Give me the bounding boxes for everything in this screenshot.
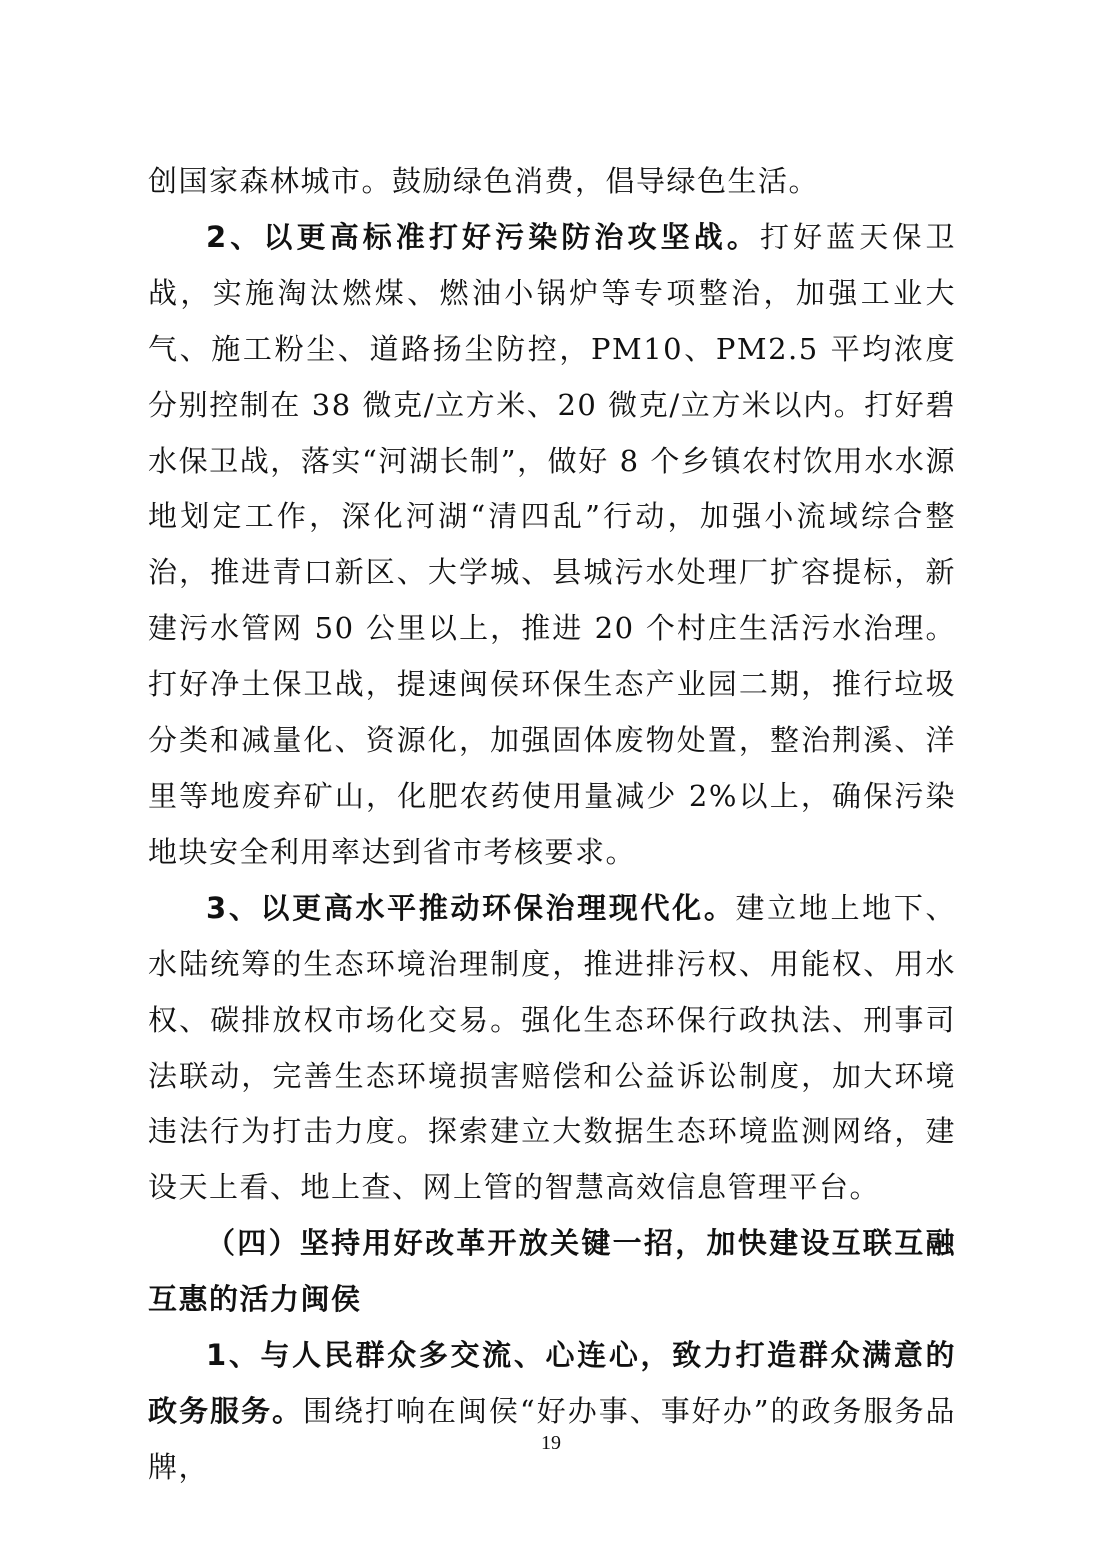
paragraph-text: 打好蓝天保卫战，实施淘汰燃煤、燃油小锅炉等专项整治，加强工业大气、施工粉尘、道路扬尘防控，PM10、PM2.5 平均浓度分别控制在 38 微克/立方米、20 微克/立方米以内。打好碧水保卫战，落实“河湖长制”，做好 8 个乡镇农村饮用水水源地划定工作，深化河湖“清四乱”行动，加强小流域综合整治，推进青口新区、大学城、县城污水处理厂扩容提标，新建污水管网 50 公里以上，推进 20 个村庄生活污水治理。打好净土保卫战，提速闽侯环保生态产业园二期，推行垃圾分类和减量化、资源化，加强固体废物处置，整治荆溪、洋里等地废弃矿山，化肥农药使用量减少 2%以上，确保污染地块安全利用率达到省市考核要求。: [148, 219, 956, 869]
document-body: [148, 154, 956, 1496]
page-number: 19: [541, 1432, 561, 1454]
paragraph-pollution-prevention: [148, 210, 956, 881]
paragraph-government-services: [148, 1328, 956, 1496]
paragraph-continuation: [148, 154, 956, 210]
paragraph-text: 建立地上地下、水陆统筹的生态环境治理制度，推进排污权、用能权、用水权、碳排放权市场化交易。强化生态环保行政执法、刑事司法联动，完善生态环境损害赔偿和公益诉讼制度，加大环境违法行为打击力度。探索建立大数据生态环境监测网络，建设天上看、地上查、网上管的智慧高效信息管理平台。: [148, 890, 956, 1205]
paragraph-lead: 2、以更高标准打好污染防治攻坚战。: [206, 219, 760, 254]
paragraph-text: 创国家森林城市。鼓励绿色消费，倡导绿色生活。: [148, 164, 820, 198]
paragraph-lead: 1、与人民群众多交流、心连心，致力打造群众满意的政务服务。: [148, 1338, 956, 1428]
section-heading: （四）坚持用好改革开放关键一招，加快建设互联互融互惠的活力闽侯: [148, 1226, 956, 1317]
paragraph-lead: 3、以更高水平推动环保治理现代化。: [206, 890, 736, 925]
paragraph-governance-modernization: [148, 881, 956, 1216]
paragraph-text: 围绕打响在闽侯“好办事、事好办”的政务服务品牌，: [148, 1393, 956, 1484]
